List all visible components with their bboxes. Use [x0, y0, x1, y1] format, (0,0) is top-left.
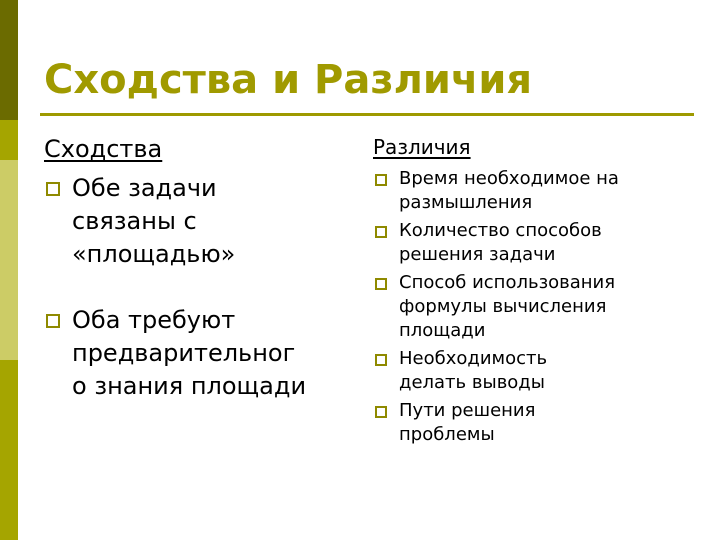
similarities-item-text: Оба требуют предварительног о знания площади: [72, 306, 307, 400]
square-bullet-icon: [375, 226, 387, 238]
similarities-list-item: [44, 304, 344, 403]
square-bullet-icon: [375, 354, 387, 366]
differences-item-text: Пути решения проблемы: [399, 400, 536, 445]
differences-list-item: [373, 219, 693, 267]
differences-item-text: Время необходимое на размышления: [399, 168, 619, 213]
differences-list-item: [373, 399, 693, 447]
square-bullet-icon: [375, 406, 387, 418]
title-underline-rule: [40, 113, 694, 116]
slide-title: Сходства и Различия: [44, 57, 533, 103]
square-bullet-icon: [375, 278, 387, 290]
square-bullet-icon: [375, 174, 387, 186]
differences-column: [373, 133, 693, 451]
differences-item-text: Необходимость делать выводы: [399, 348, 548, 393]
square-bullet-icon: [46, 314, 60, 328]
differences-item-text: Количество способов решения задачи: [399, 220, 602, 265]
similarities-item-text: Обе задачи связаны с «площадью»: [72, 174, 236, 268]
square-bullet-icon: [46, 182, 60, 196]
side-band-bottom: [0, 360, 18, 540]
side-band-top: [0, 0, 18, 120]
differences-heading: Различия: [373, 135, 471, 159]
side-band-upper: [0, 120, 18, 160]
differences-list-item: [373, 167, 693, 215]
side-band-middle: [0, 160, 18, 360]
differences-list-item: [373, 347, 693, 395]
similarities-heading: Сходства: [44, 135, 163, 163]
similarities-list-item: [44, 172, 344, 271]
differences-item-text: Способ использования формулы вычисления площади: [399, 272, 616, 341]
differences-list-item: [373, 271, 693, 343]
similarities-column: [44, 134, 344, 436]
